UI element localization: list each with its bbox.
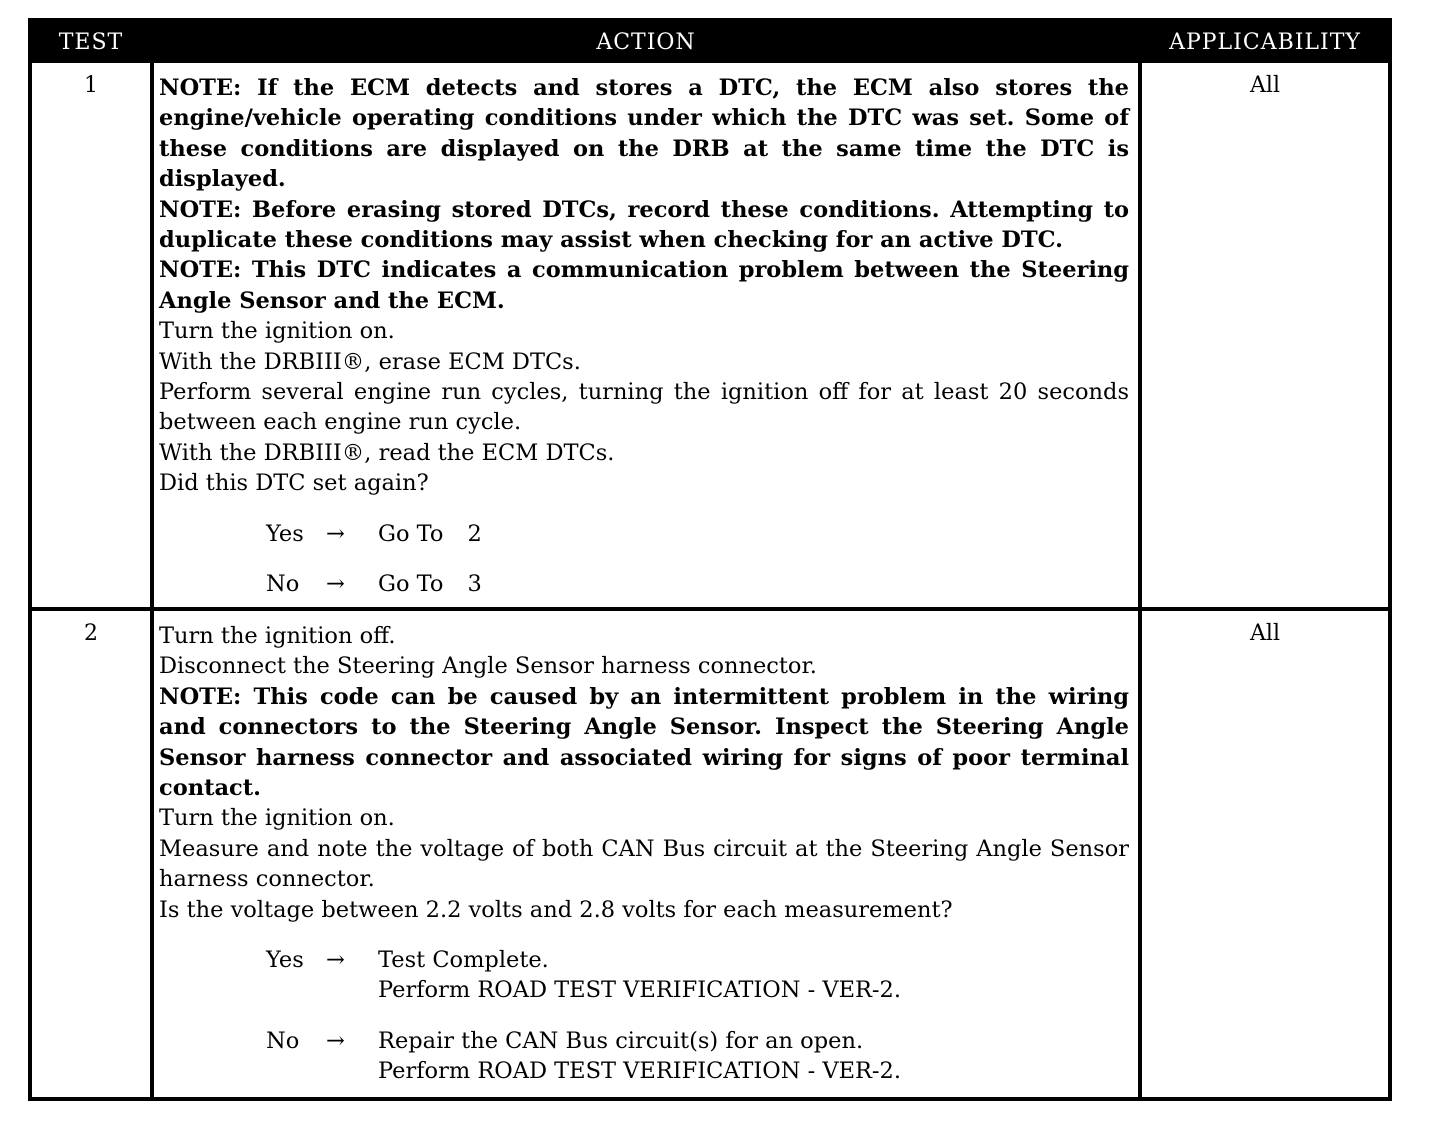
arrow-icon: → (326, 520, 345, 547)
goto-link[interactable] (378, 519, 482, 549)
action-cell (159, 73, 1129, 599)
applicability-value: All (1250, 621, 1280, 646)
step-text: Perform several engine run cycles, turning the ignition off for at least 20 seconds between each engine run cycle. (159, 379, 1129, 436)
arrow-icon: → (326, 570, 345, 597)
note-text: NOTE: This code can be caused by an intermittent problem in the wiring and connectors to the Steering Angle Sensor. Inspect the Steering Angle Sensor harness connector and associated wiring for signs of poor terminal contact. (159, 683, 1129, 802)
arrow-icon: → (326, 1027, 345, 1054)
question-text: Is the voltage between 2.2 volts and 2.8 volts for each measurement? (159, 896, 953, 923)
note-text: NOTE: Before erasing stored DTCs, record these conditions. Attempting to duplicate these conditions may assist when checking for an active DTC. (159, 196, 1129, 254)
result-line: Test Complete. (378, 947, 549, 974)
step-text: Measure and note the voltage of both CAN Bus circuit at the Steering Angle Sensor harness connector. (159, 835, 1129, 893)
no-answer (266, 1026, 1129, 1087)
yes-answer (266, 945, 1129, 1006)
step-text: Turn the ignition on. (159, 805, 395, 832)
yes-label: Yes (266, 520, 304, 547)
step-text: Disconnect the Steering Angle Sensor harness connector. (159, 653, 817, 680)
header-action: ACTION (596, 30, 696, 55)
header-applicability: APPLICABILITY (1169, 30, 1361, 55)
step-text: With the DRBIII®, read the ECM DTCs. (159, 439, 615, 466)
yes-label: Yes (266, 947, 304, 974)
table-row (32, 63, 1388, 611)
table-header (32, 22, 1388, 63)
arrow-icon: → (326, 947, 345, 974)
test-number: 2 (84, 621, 98, 646)
goto-target: 2 (467, 520, 482, 547)
goto-text: Go To (378, 520, 444, 547)
diagnostic-table (28, 18, 1392, 1101)
action-cell (159, 621, 1129, 1087)
yes-answer (266, 519, 1129, 549)
table-row (32, 611, 1388, 1097)
goto-text: Go To (378, 570, 444, 597)
note-text: NOTE: If the ECM detects and stores a DTC, the ECM also stores the engine/vehicle operating conditions under which the DTC was set. Some of these conditions are displayed on the DRB at the same time the DTC is displayed. (159, 75, 1129, 193)
note-text: NOTE: This DTC indicates a communication problem between the Steering Angle Sensor and the ECM. (159, 257, 1129, 314)
question-text: Did this DTC set again? (159, 470, 429, 497)
no-label: No (266, 570, 300, 597)
step-text: Turn the ignition on. (159, 318, 395, 345)
step-text: Turn the ignition off. (159, 623, 396, 649)
test-number: 1 (84, 73, 98, 98)
result-line: Perform ROAD TEST VERIFICATION - VER-2. (378, 977, 902, 1004)
goto-link[interactable] (378, 569, 482, 599)
result-line: Repair the CAN Bus circuit(s) for an open. (378, 1027, 864, 1054)
goto-target: 3 (467, 570, 482, 597)
result-line: Perform ROAD TEST VERIFICATION - VER-2. (378, 1058, 902, 1085)
step-text: With the DRBIII®, erase ECM DTCs. (159, 348, 581, 375)
no-answer (266, 569, 1129, 599)
no-label: No (266, 1027, 300, 1054)
applicability-value: All (1250, 73, 1280, 98)
header-test: TEST (58, 30, 124, 55)
